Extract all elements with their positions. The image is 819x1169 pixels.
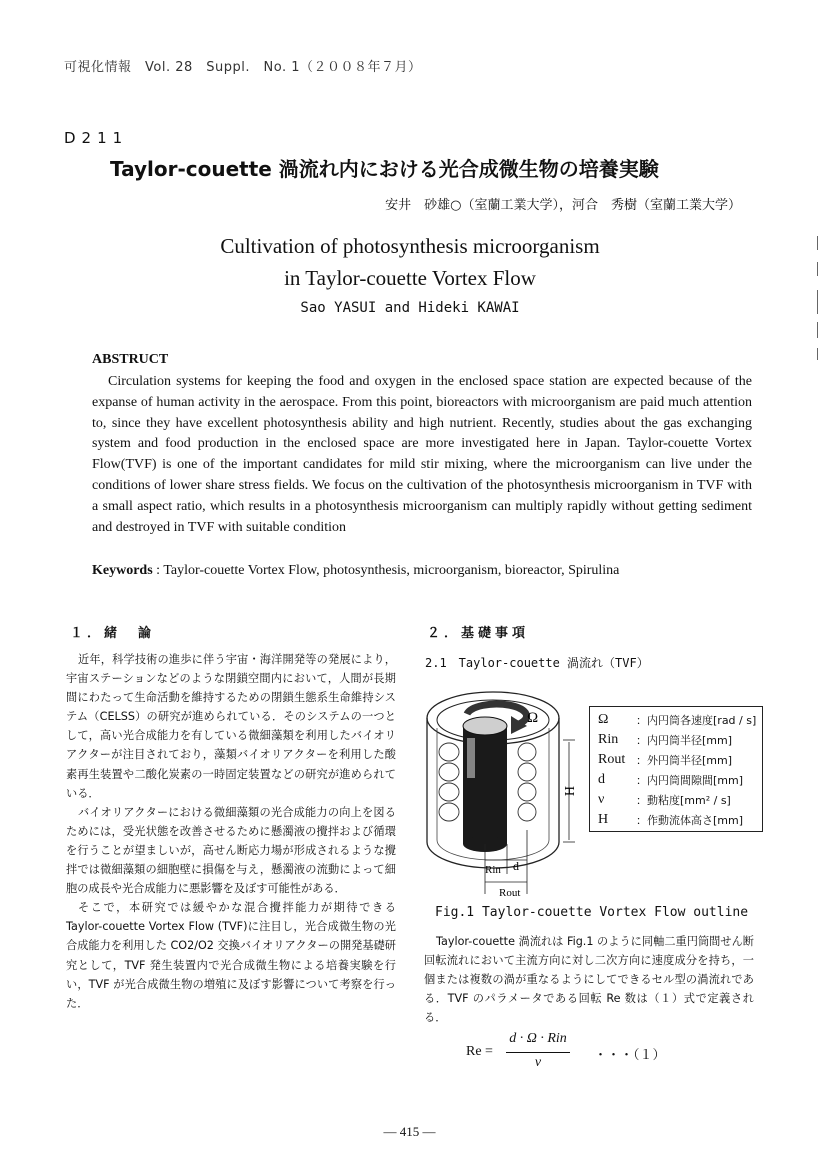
keywords-text: Taylor-couette Vortex Flow, photosynthesis, microorganism, bioreactor, Spirulina <box>163 563 620 578</box>
section1-heading: １．緒 論 <box>70 626 156 641</box>
legend-row <box>598 751 732 769</box>
keywords-label: Keywords <box>92 563 153 578</box>
legend-row <box>598 731 732 749</box>
equation-1 <box>466 1033 686 1073</box>
section1-paragraph: 近年，科学技術の進歩に伴う宇宙・海洋開発等の発展により，宇宙ステーションなどのような閉鎖空間内において，人間が長期間にわたって生命活動を維持するための閉鎖生態系生命維持システム（CELSS）の研究が進められている．そのシステムの一つとして，高い光合成能力を有している微細藻類を利用したバイオリアクターが注目されており，藻類バイオリアクターを利用した酸素再生装置や二酸化炭素の一時固定装置などの研究が進められている． <box>66 653 396 800</box>
equation-lhs: Re = <box>466 1044 493 1059</box>
omega-label: Ω <box>527 710 539 726</box>
legend-symbol: H <box>598 812 609 827</box>
legend-description: ：作動流体高さ[mm] <box>636 814 744 827</box>
fraction-bar <box>506 1052 570 1053</box>
h-label: H <box>561 786 576 797</box>
equation-denominator: ν <box>534 1055 542 1070</box>
section1-paragraph: そこで，本研究では緩やかな混合攪拌能力が期待できる Taylor-couette Vortex Flow (TVF)に注目し，光合成微生物の光合成能力を利用した CO2/O2 交換バイオリアクターの開発基礎研究として，TVF 発生装置内で光合成微生物による培養実験を行い，TVF が光合成微生物の増殖に及ぼす影響について考察を行った． <box>66 901 396 1010</box>
legend-symbol: Ω <box>598 712 609 727</box>
rout-label: Rout <box>499 887 521 899</box>
rin-label: Rin <box>485 864 501 876</box>
authors-japanese: 安井 砂雄○（室蘭工業大学），河合 秀樹（室蘭工業大学） <box>385 198 741 213</box>
legend-symbol: ν <box>598 792 605 807</box>
title-english-line1: Cultivation of photosynthesis microorganism <box>220 234 600 258</box>
legend-symbol: Rout <box>598 752 626 767</box>
tvf-apparatus-diagram <box>415 680 585 902</box>
section2-paragraph: Taylor-couette 渦流れは Fig.1 のように同軸二重円筒間せん断回転流れにおいて主流方向に対し二次方向に速度成分を持ち，一個または複数の渦が重なるようにしてできるセル型の渦流れである．TVF のパラメータである回転 Re 数は（１）式で定義される． <box>424 935 754 1025</box>
section1-paragraph: バイオリアクターにおける微細藻類の光合成能力の向上を図るためには，受光状態を改善させるために懸濁液の攪拌および循環を行うことが望ましいが，高せん断応力場が形成されるような攪拌では微細藻類の細胞壁に損傷を与え，懸濁液の流動によって細胞の成長や光合成能力に悪影響を及ぼす可能性がある． <box>66 805 396 896</box>
legend-description: ：内円筒各速度[rad / s] <box>636 714 757 727</box>
section2-body <box>424 932 754 1027</box>
page-number: — 415 — <box>383 1124 436 1139</box>
legend-description: ：外円筒半径[mm] <box>636 754 733 767</box>
scan-margin-mark <box>817 262 818 276</box>
legend-description: ：内円筒間隙間[mm] <box>636 774 744 787</box>
section2-heading: ２．基礎事項 <box>427 626 530 641</box>
title-japanese: Taylor-couette 渦流れ内における光合成微生物の培養実験 <box>110 157 659 181</box>
title-english <box>110 230 710 294</box>
scan-margin-mark <box>817 322 818 338</box>
legend-row <box>598 791 731 809</box>
section2-subheading: 2.1 Taylor-couette 渦流れ（TVF） <box>425 656 649 670</box>
figure-caption: Fig.1 Taylor-couette Vortex Flow outline <box>435 905 749 920</box>
scan-margin-mark <box>817 290 818 314</box>
keywords: Keywords : Taylor-couette Vortex Flow, photosynthesis, microorganism, bioreactor, Spirulina <box>92 563 620 578</box>
legend-row <box>598 711 756 729</box>
vortex-cells-left <box>439 743 459 821</box>
equation-number: ・・・（１） <box>594 1048 666 1063</box>
scan-margin-mark <box>817 348 818 360</box>
legend-row <box>598 811 743 829</box>
journal-header: 可視化情報 Vol. 28 Suppl. No. 1（２００８年７月） <box>64 60 422 75</box>
figure-legend <box>589 706 763 832</box>
d-label: d <box>513 859 519 873</box>
title-english-line2: in Taylor-couette Vortex Flow <box>284 266 536 290</box>
legend-row <box>598 771 743 789</box>
vortex-cells-right <box>518 743 536 821</box>
legend-description: ：内円筒半径[mm] <box>636 734 733 747</box>
paper-code: D211 <box>64 129 129 147</box>
legend-symbol: d <box>598 772 605 787</box>
authors-english: Sao YASUI and Hideki KAWAI <box>300 300 520 316</box>
abstract-body: Circulation systems for keeping the food and oxygen in the enclosed space station are expected because of the expanse of human activity in the aerospace. From this point, bioreactors with microorganism are paid much attention to, since they have excellent photosynthesis ability and high nutrient. Recently, studies about the gas exchanging system and food production in the enclosed space are more investigated here in Japan. Taylor-couette Vortex Flow(TVF) is one of the important candidates for mild stir mixing, where the microorganism can live under the conditions of lower share stress fields. We focus on the cultivation of the photosynthesis microorganism in TVF with a small aspect ratio, which results in a photosynthesis microorganism can multiply rapidly without getting sediment and destroyed in TVF with suitable condition <box>92 374 752 535</box>
scan-margin-mark <box>817 236 818 250</box>
section1-body <box>66 650 396 1013</box>
equation-numerator: d · Ω · Rin <box>509 1031 567 1046</box>
abstract-heading: ABSTRUCT <box>92 352 169 367</box>
legend-symbol: Rin <box>598 732 619 747</box>
legend-description: ：動粘度[mm² / s] <box>636 794 731 807</box>
